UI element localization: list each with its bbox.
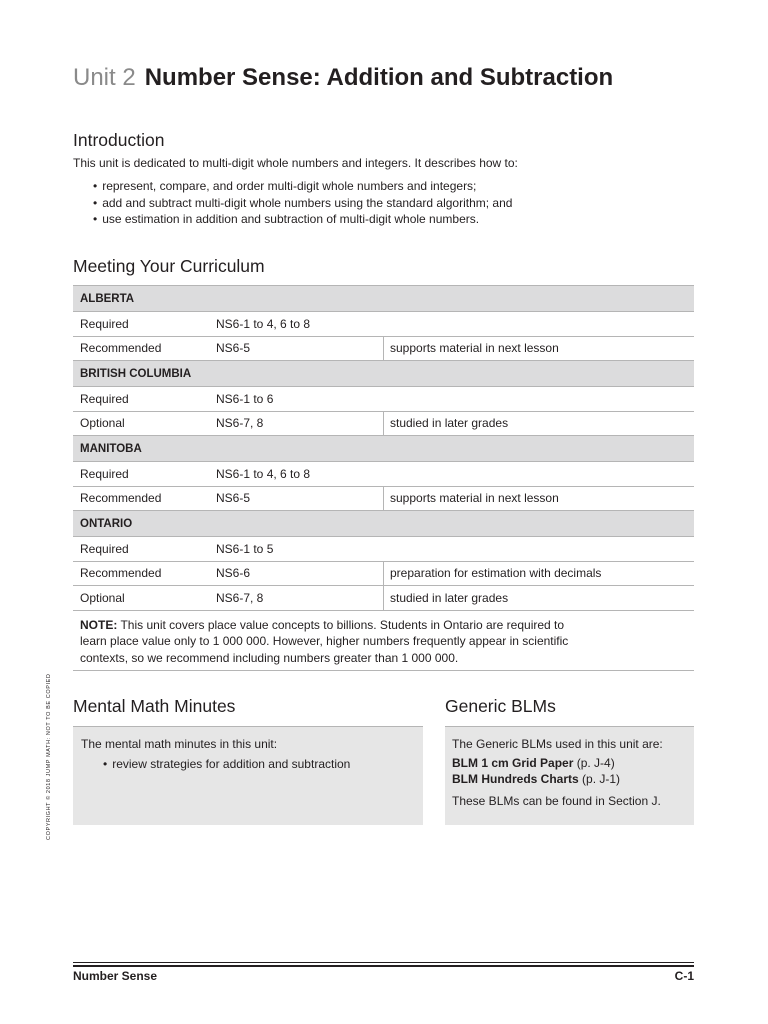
requirement-type: Recommended: [73, 336, 209, 361]
blm-item: [452, 755, 687, 771]
requirement-note: supports material in next lesson: [384, 336, 695, 361]
requirement-note: supports material in next lesson: [384, 486, 695, 511]
blm-name: BLM 1 cm Grid Paper: [452, 756, 574, 770]
lesson-codes: NS6-1 to 6: [209, 387, 694, 412]
province-row-alberta: [73, 286, 694, 312]
lesson-codes: NS6-7, 8: [209, 586, 384, 611]
requirement-note: studied in later grades: [384, 586, 695, 611]
note-text: This unit covers place value concepts to billions. Students in Ontario are required to learn place value only to 1 000 000. However, higher numbers frequently appear in scientific contexts, so we recommend including numbers greater than 1 000 000.: [80, 617, 569, 665]
generic-blms-intro: The Generic BLMs used in this unit are:: [452, 737, 663, 751]
table-row: [73, 387, 694, 412]
requirement-note: preparation for estimation with decimals: [384, 561, 695, 586]
requirement-type: Optional: [73, 411, 209, 436]
table-row: [73, 336, 694, 361]
mental-math-list: [81, 757, 415, 771]
introduction-text: This unit is dedicated to multi-digit whole numbers and integers. It describes how to:: [73, 156, 518, 170]
province-row-ontario: [73, 511, 694, 537]
table-row: [73, 312, 694, 337]
generic-blms-box: [445, 726, 694, 825]
province-name: BRITISH COLUMBIA: [73, 361, 694, 387]
province-name: MANITOBA: [73, 436, 694, 462]
footer-section-name: Number Sense: [73, 969, 158, 983]
introduction-bullet: • represent, compare, and order multi-digit whole numbers and integers;: [93, 178, 512, 195]
lesson-codes: NS6-7, 8: [209, 411, 384, 436]
page-number: C-1: [674, 969, 694, 983]
requirement-type: Recommended: [73, 486, 209, 511]
blm-page: (p. J-4): [576, 756, 615, 770]
lesson-codes: NS6-5: [209, 336, 384, 361]
table-row: [73, 411, 694, 436]
lesson-codes: NS6-1 to 4, 6 to 8: [209, 462, 694, 487]
curriculum-table: [73, 285, 694, 671]
curriculum-heading: Meeting Your Curriculum: [73, 256, 265, 276]
copyright-notice: COPYRIGHT © 2018 JUMP MATH: NOT TO BE COPIED: [46, 673, 52, 840]
generic-blms-outro: These BLMs can be found in Section J.: [452, 794, 661, 808]
introduction-bullet: • use estimation in addition and subtraction of multi-digit whole numbers.: [93, 211, 512, 228]
lesson-codes: NS6-5: [209, 486, 384, 511]
blm-item: [452, 771, 687, 787]
footer-divider: [73, 965, 694, 967]
unit-title: [73, 64, 613, 92]
province-name: ONTARIO: [73, 511, 694, 537]
requirement-type: Required: [73, 537, 209, 562]
mental-math-box: [73, 726, 423, 825]
table-row: [73, 486, 694, 511]
blm-page: (p. J-1): [582, 772, 621, 786]
generic-blms-heading: Generic BLMs: [445, 696, 556, 716]
note-label: NOTE:: [80, 617, 118, 632]
lesson-codes: NS6-6: [209, 561, 384, 586]
mental-math-bullet: • review strategies for addition and subtraction: [103, 757, 415, 771]
unit-number: Unit 2: [73, 64, 136, 91]
blm-name: BLM Hundreds Charts: [452, 772, 579, 786]
province-row-manitoba: [73, 436, 694, 462]
unit-name: Number Sense: Addition and Subtraction: [144, 64, 614, 91]
requirement-type: Required: [73, 462, 209, 487]
lesson-codes: NS6-1 to 5: [209, 537, 694, 562]
province-row-british-columbia: [73, 361, 694, 387]
requirement-type: Required: [73, 312, 209, 337]
table-row: [73, 537, 694, 562]
mental-math-heading: Mental Math Minutes: [73, 696, 236, 716]
requirement-type: Optional: [73, 586, 209, 611]
lesson-codes: NS6-1 to 4, 6 to 8: [209, 312, 694, 337]
introduction-bullet: • add and subtract multi-digit whole numbers using the standard algorithm; and: [93, 195, 512, 212]
province-name: ALBERTA: [73, 286, 694, 312]
requirement-note: studied in later grades: [384, 411, 695, 436]
table-row: [73, 462, 694, 487]
requirement-type: Required: [73, 387, 209, 412]
requirement-type: Recommended: [73, 561, 209, 586]
curriculum-note-row: [73, 610, 694, 671]
introduction-list: [93, 178, 512, 228]
footer-divider: [73, 962, 694, 963]
mental-math-intro: The mental math minutes in this unit:: [81, 737, 278, 751]
introduction-heading: Introduction: [73, 130, 165, 150]
table-row: [73, 586, 694, 611]
curriculum-note: [73, 610, 694, 671]
table-row: [73, 561, 694, 586]
